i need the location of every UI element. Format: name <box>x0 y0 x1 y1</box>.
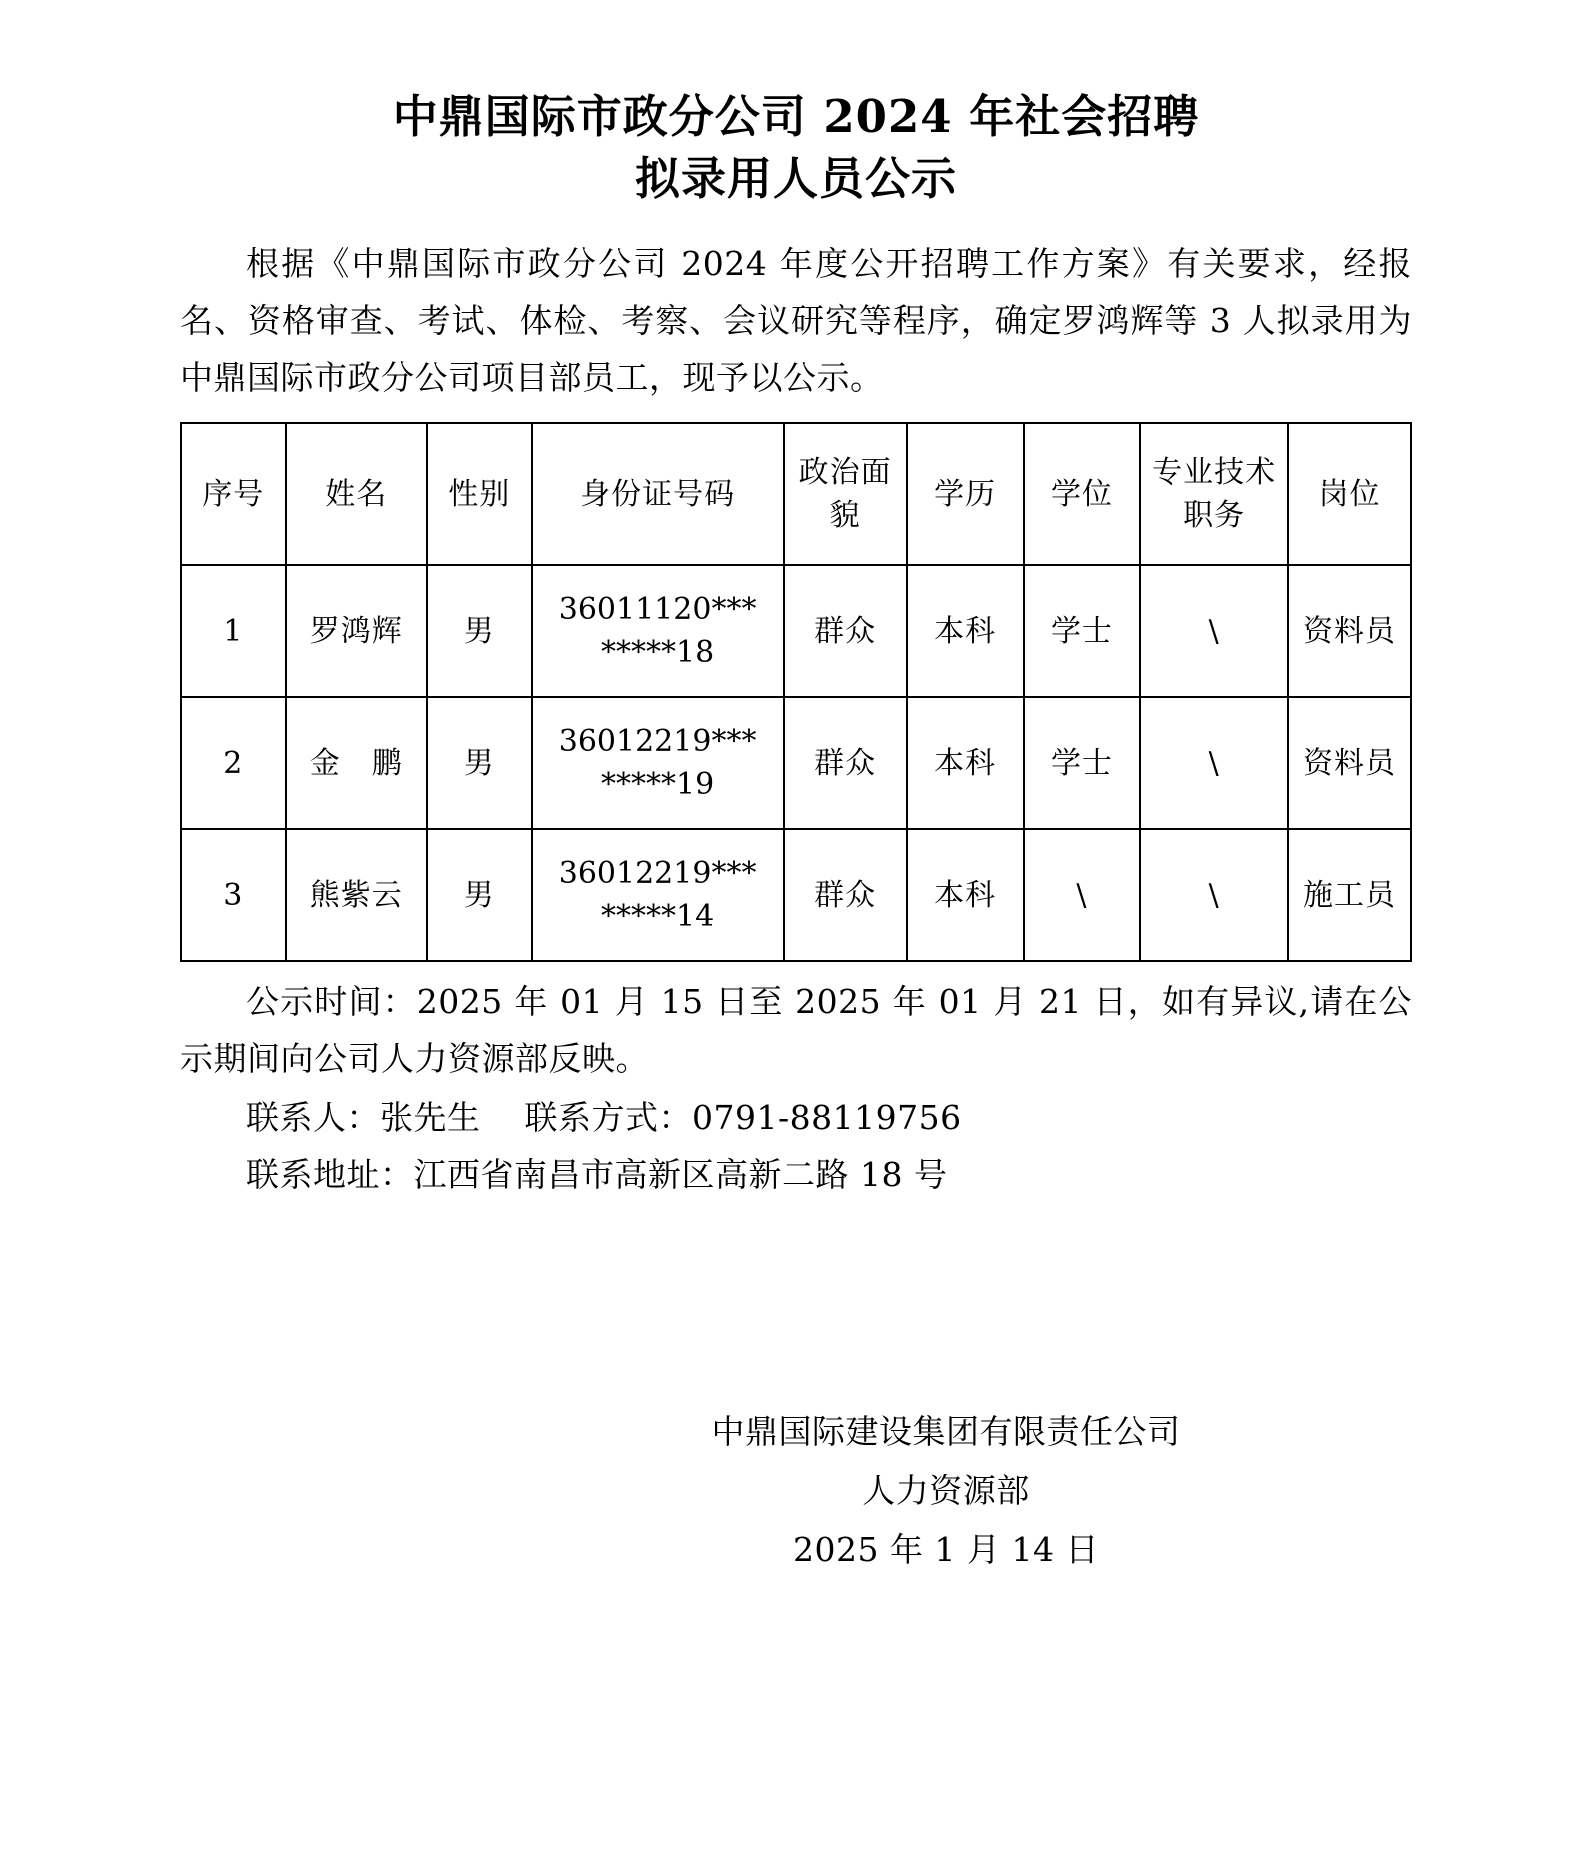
table-row <box>181 565 1411 697</box>
column-header-tech-title: 专业技术职务 <box>1140 423 1288 565</box>
column-header-id: 身份证号码 <box>532 423 784 565</box>
cell-post: 施工员 <box>1288 829 1411 961</box>
contact-address-line <box>180 1147 1412 1204</box>
cell-no: 3 <box>181 829 286 961</box>
cell-id <box>532 829 784 961</box>
title-line-2: 拟录用人员公示 <box>634 152 957 206</box>
cell-id-line-2: *****14 <box>601 899 715 935</box>
column-header-sex: 性别 <box>427 423 532 565</box>
cell-education: 本科 <box>907 697 1024 829</box>
table-row <box>181 829 1411 961</box>
column-header-no: 序号 <box>181 423 286 565</box>
column-header-name: 姓名 <box>286 423 427 565</box>
cell-name: 金 鹏 <box>286 697 427 829</box>
signature-date: 2025 年 1 月 14 日 <box>793 1529 1099 1569</box>
cell-education: 本科 <box>907 565 1024 697</box>
column-header-political: 政治面貌 <box>784 423 907 565</box>
cell-sex: 男 <box>427 697 532 829</box>
cell-degree: \ <box>1024 829 1141 961</box>
cell-sex: 男 <box>427 829 532 961</box>
cell-id <box>532 697 784 829</box>
cell-id-line-2: *****19 <box>601 767 715 803</box>
signature-department: 人力资源部 <box>862 1471 1030 1511</box>
table-row <box>181 697 1411 829</box>
contact-method-value: 0791-88119756 <box>692 1097 962 1137</box>
cell-id <box>532 565 784 697</box>
cell-id-line-1: 36012219*** <box>558 723 757 759</box>
notice-footer <box>180 974 1412 1203</box>
cell-tech-title: \ <box>1140 565 1288 697</box>
cell-sex: 男 <box>427 565 532 697</box>
page-title <box>180 86 1412 210</box>
contact-person-line <box>180 1090 1412 1147</box>
signature-company: 中鼎国际建设集团有限责任公司 <box>711 1412 1181 1452</box>
cell-no: 2 <box>181 697 286 829</box>
cell-name: 熊紫云 <box>286 829 427 961</box>
table-header-row <box>181 423 1411 565</box>
candidates-table <box>180 422 1412 962</box>
cell-name: 罗鸿辉 <box>286 565 427 697</box>
cell-degree: 学士 <box>1024 565 1141 697</box>
cell-id-line-1: 36011120*** <box>558 591 757 627</box>
cell-post: 资料员 <box>1288 697 1411 829</box>
cell-political: 群众 <box>784 697 907 829</box>
column-header-education: 学历 <box>907 423 1024 565</box>
column-header-degree: 学位 <box>1024 423 1141 565</box>
contact-address-value: 江西省南昌市高新区高新二路 18 号 <box>413 1154 948 1194</box>
title-line-1: 中鼎国际市政分公司 2024 年社会招聘 <box>392 90 1200 143</box>
cell-no: 1 <box>181 565 286 697</box>
cell-tech-title: \ <box>1140 697 1288 829</box>
contact-method-label: 联系方式： <box>524 1097 692 1137</box>
cell-post: 资料员 <box>1288 565 1411 697</box>
body-paragraph: 根据《中鼎国际市政分公司 2024 年度公开招聘工作方案》有关要求，经报名、资格审查、考试、体检、考察、会议研究等程序，确定罗鸿辉等 3 人拟录用为中鼎国际市政分公司项目部员工，现予以公示。 <box>180 244 1412 397</box>
signature-block <box>180 1403 1412 1579</box>
cell-political: 群众 <box>784 829 907 961</box>
notice-period: 公示时间：2025 年 01 月 15 日至 2025 年 01 月 21 日，如有异议,请在公示期间向公司人力资源部反映。 <box>180 982 1412 1079</box>
contact-address-label: 联系地址： <box>246 1154 414 1194</box>
contact-person-value: 张先生 <box>380 1097 481 1137</box>
cell-tech-title: \ <box>1140 829 1288 961</box>
cell-political: 群众 <box>784 565 907 697</box>
cell-degree: 学士 <box>1024 697 1141 829</box>
column-header-post: 岗位 <box>1288 423 1411 565</box>
cell-education: 本科 <box>907 829 1024 961</box>
cell-id-line-2: *****18 <box>601 635 715 671</box>
contact-person-label: 联系人： <box>246 1097 380 1137</box>
cell-id-line-1: 36012219*** <box>558 855 757 891</box>
